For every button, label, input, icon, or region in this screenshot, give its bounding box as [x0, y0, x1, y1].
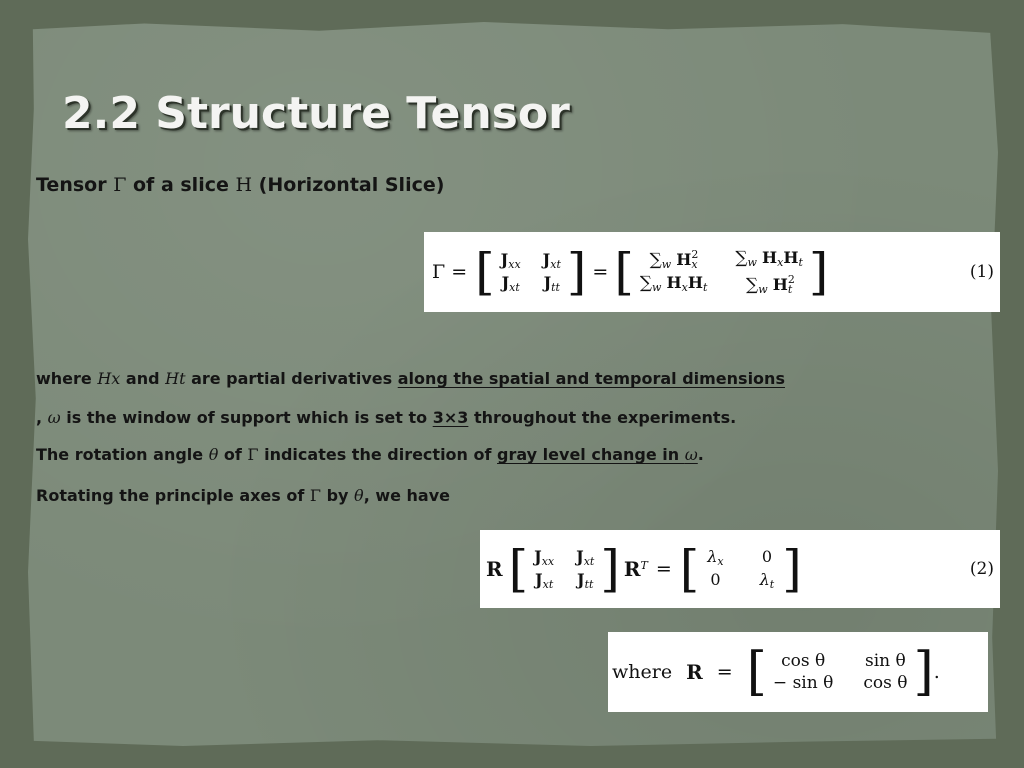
gamma-symbol: Γ: [113, 174, 127, 196]
eq1-matrix-h: [640, 248, 803, 296]
j-tt: $J_{tt}$: [577, 570, 594, 591]
left-bracket: [: [475, 243, 495, 301]
neg-sin-theta: − sin θ: [772, 673, 834, 693]
gamma-symbol: Γ: [247, 445, 259, 464]
theta-symbol: θ: [208, 445, 219, 464]
cos-theta: cos θ: [781, 651, 826, 671]
j-xt: $J_{xt}$: [535, 570, 554, 591]
j-tt: $J_{tt}$: [543, 273, 560, 294]
equation-2: [480, 530, 1000, 608]
cos-theta: cos θ: [863, 673, 908, 693]
left-bracket: [: [508, 540, 529, 598]
eq1-lhs: Γ =: [432, 261, 468, 283]
r-symbol: R: [686, 660, 703, 684]
gamma-symbol: Γ: [309, 486, 322, 505]
text-line-3: The rotation angle θ of Γ indicates the direction of gray level change in ω.: [36, 445, 704, 464]
left-bracket: [: [679, 540, 700, 598]
right-bracket: ]: [808, 243, 829, 301]
sum-ht2: $\sum_w$ $H^2_t$: [746, 273, 795, 296]
period: .: [933, 661, 940, 683]
underlined-phrase: gray level change in ω: [497, 445, 698, 464]
r-symbol: R: [486, 557, 503, 581]
j-xt: $J_{xt}$: [542, 250, 561, 271]
where-label: where: [612, 661, 673, 683]
zero: 0: [761, 547, 772, 566]
equals-sign: =: [655, 558, 672, 580]
underlined-phrase: along the spatial and temporal dimensions: [397, 369, 785, 388]
equals-sign: =: [716, 661, 733, 683]
right-bracket: ]: [600, 540, 620, 598]
lambda-t: $\lambda_t$: [759, 570, 775, 591]
ht-symbol: Ht: [165, 369, 186, 388]
j-xt: $J_{xt}$: [576, 547, 595, 568]
rotation-matrix: [773, 651, 908, 693]
sum-hxht: $\sum_w$ $H_xH_t$: [639, 273, 708, 294]
lambda-x: $\lambda_x$: [707, 547, 724, 568]
sum-hx2: $\sum_w$ $H^2_x$: [649, 248, 699, 271]
j-xt: $J_{xt}$: [501, 273, 520, 294]
window-size: 3×3: [432, 408, 469, 427]
equation-number: (2): [969, 559, 994, 579]
subtitle-text: of a slice: [126, 174, 236, 196]
sin-theta: sin θ: [865, 651, 906, 671]
equals-sign: =: [592, 261, 609, 283]
text-line-1: where Hx and Ht are partial derivatives along the spatial and temporal dimensions: [36, 369, 785, 388]
equation-number: (1): [969, 262, 994, 282]
left-bracket: [: [614, 243, 634, 301]
eq2-matrix-lambda: [707, 547, 774, 591]
right-bracket: ]: [913, 642, 934, 702]
left-bracket: [: [746, 642, 767, 702]
slide-title: 2.2 Structure Tensor: [62, 88, 570, 139]
right-bracket: ]: [566, 243, 587, 301]
right-bracket: ]: [782, 540, 802, 598]
j-xx: $J_{xx}$: [534, 547, 555, 568]
equation-3: [608, 632, 988, 712]
subtitle-text: Tensor: [36, 174, 114, 196]
r-transpose: $R^T$: [623, 557, 648, 581]
text-line-4: Rotating the principle axes of Γ by θ, we have: [36, 486, 451, 505]
hx-symbol: Hx: [97, 369, 121, 388]
sum-hxht: $\sum_w$ $H_xH_t$: [735, 248, 803, 269]
eq2-matrix-j: [534, 547, 594, 591]
zero: 0: [710, 570, 721, 589]
theta-symbol: θ: [354, 486, 364, 505]
slide-subtitle: [36, 174, 444, 196]
subtitle-text: (Horizontal Slice): [252, 174, 445, 196]
omega-symbol: ω: [47, 408, 61, 427]
j-xx: $J_{xx}$: [500, 250, 521, 271]
text-line-2: , ω is the window of support which is set to 3×3 throughout the experiments.: [36, 408, 737, 427]
equation-1: [424, 232, 1000, 312]
eq1-matrix-j: [501, 250, 561, 294]
h-symbol: H: [235, 174, 253, 196]
